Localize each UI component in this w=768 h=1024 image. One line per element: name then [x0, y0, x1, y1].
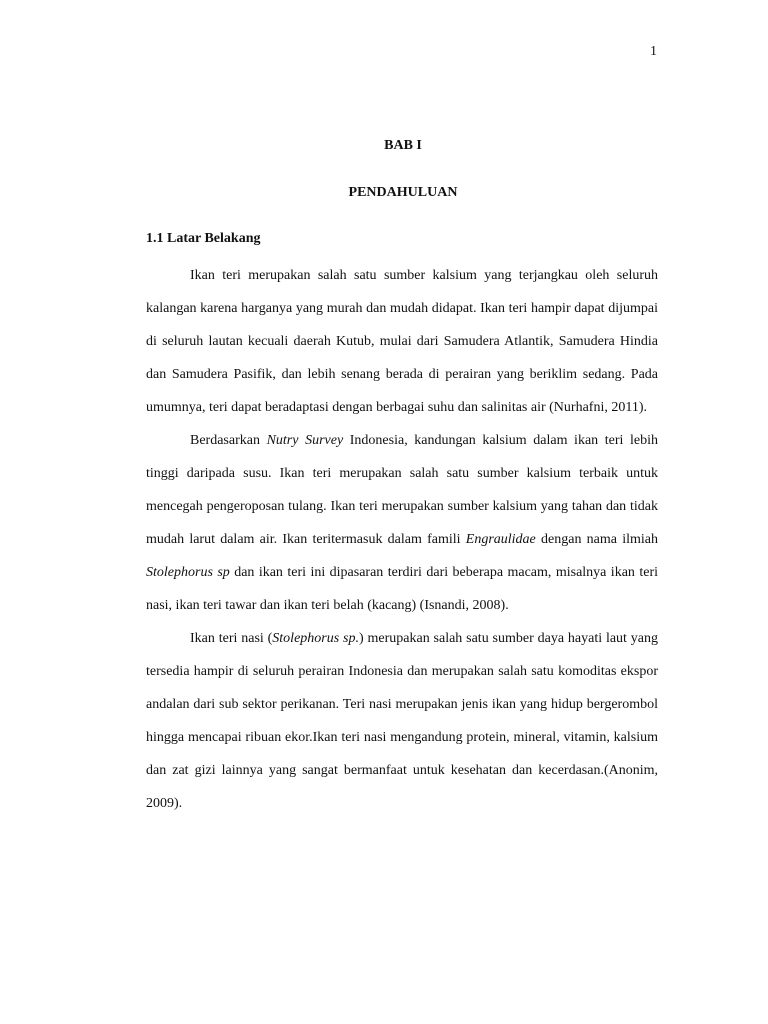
paragraph-3-text-2: ) merupakan salah satu sumber daya hayati laut yang tersedia hampir di seluruh perairan Indonesia dan merupakan salah satu komoditas ekspor andalan dari sub sektor perikanan. Teri nasi merupakan jenis ikan yang hidup bergerombol hingga mencapai ribuan ekor.Ikan teri nasi mengandung protein, mineral, vitamin, kalsium dan zat gizi lainnya yang sangat bermanfaat untuk kesehatan dan kecerdasan.(Anonim, 2009).	[146, 631, 658, 811]
paragraph-2-text-4: dan ikan teri ini dipasaran terdiri dari beberapa macam, misalnya ikan teri nasi, ikan teri tawar dan ikan teri belah (kacang) (Isnandi, 2008).	[146, 565, 658, 613]
paragraph-2-italic-nutry-survey: Nutry Survey	[266, 433, 344, 448]
paragraph-3	[146, 622, 658, 820]
paragraph-1: Ikan teri merupakan salah satu sumber kalsium yang terjangkau oleh seluruh kalangan karena harganya yang murah dan mudah didapat. Ikan teri hampir dapat dijumpai di seluruh lautan kecuali daerah Kutub, mulai dari Samudera Atlantik, Samudera Hindia dan Samudera Pasifik, dan lebih senang berada di perairan yang beriklim sedang. Pada umumnya, teri dapat beradaptasi dengan berbagai suhu dan salinitas air (Nurhafni, 2011).	[146, 268, 658, 415]
paragraph-2-italic-engraulidae: Engraulidae	[465, 532, 536, 547]
chapter-subtitle: PENDAHULUAN	[348, 185, 458, 200]
paragraph-2-italic-stolephorus: Stolephorus sp	[146, 565, 230, 580]
paragraph-2-text-1: Berdasarkan	[190, 433, 267, 448]
page-number: 1	[650, 44, 657, 59]
paragraph-3-italic-stolephorus: Stolephorus sp.	[272, 631, 359, 646]
paragraph-2	[146, 424, 658, 622]
paragraph-2-text-2: Indonesia, kandungan kalsium dalam ikan teri lebih tinggi daripada susu. Ikan teri merupakan salah satu sumber kalsium terbaik untuk mencegah pengeroposan tulang. Ikan teri merupakan sumber kalsium yang tahan dan tidak mudah larut dalam air. Ikan teritermasuk dalam famili	[146, 433, 659, 547]
paragraph-2-text-3: dengan nama ilmiah	[535, 532, 658, 547]
section-heading: 1.1 Latar Belakang	[146, 231, 261, 246]
chapter-title: BAB I	[384, 138, 422, 153]
paragraph-3-text-1: Ikan teri nasi (	[190, 631, 273, 646]
body-text	[146, 259, 658, 820]
